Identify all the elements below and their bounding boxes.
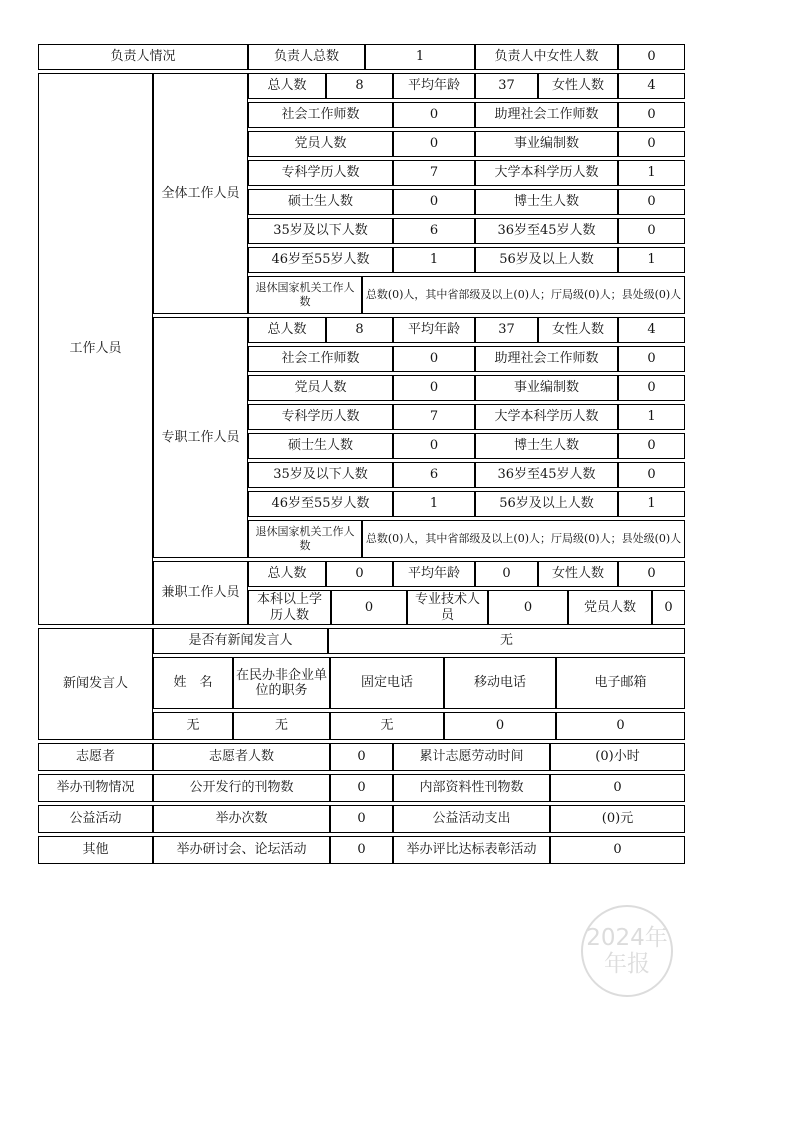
label-cell: 专科学历人数 — [248, 404, 393, 430]
value-cell: 0 — [393, 189, 475, 215]
value-cell: 8 — [326, 73, 393, 99]
watermark-year: 2024年 — [586, 924, 668, 951]
section-label: 公益活动 — [38, 805, 153, 833]
value-cell: 0 — [393, 375, 475, 401]
label-cell: 党员人数 — [248, 375, 393, 401]
value-cell: 0 — [618, 44, 685, 70]
retired-officials-row — [248, 276, 685, 314]
spokesperson-header-row — [153, 657, 685, 709]
charity-row — [38, 805, 685, 833]
label-cell: 党员人数 — [248, 131, 393, 157]
label-cell: 35岁及以下人数 — [248, 218, 393, 244]
value-cell: 6 — [393, 462, 475, 488]
label-cell: 退休国家机关工作人数 — [248, 520, 362, 558]
label-cell: 是否有新闻发言人 — [153, 628, 328, 654]
label-cell: 退休国家机关工作人数 — [248, 276, 362, 314]
publications-row — [38, 774, 685, 802]
column-header: 移动电话 — [444, 657, 556, 709]
value-cell: 0 — [618, 561, 685, 587]
other-row — [38, 836, 685, 864]
label-cell: 36岁至45岁人数 — [475, 462, 618, 488]
value-cell: (0)元 — [550, 805, 685, 833]
value-cell: 0 — [330, 805, 393, 833]
section-label: 其他 — [38, 836, 153, 864]
label-cell: 本科以上学历人数 — [248, 590, 331, 625]
label-cell: 总人数 — [248, 73, 326, 99]
spokesperson-block — [38, 628, 685, 740]
value-cell: 1 — [618, 247, 685, 273]
value-cell: 0 — [618, 189, 685, 215]
table-row — [248, 491, 685, 517]
value-cell: 0 — [618, 346, 685, 372]
value-cell: 1 — [393, 491, 475, 517]
value-cell: (0)小时 — [550, 743, 685, 771]
value-cell: 0 — [618, 131, 685, 157]
section-label: 举办刊物情况 — [38, 774, 153, 802]
table-row — [248, 561, 685, 587]
value-cell: 0 — [618, 375, 685, 401]
value-cell: 0 — [393, 102, 475, 128]
spokesperson-question-row — [153, 628, 685, 654]
table-row — [248, 590, 685, 625]
value-cell: 0 — [331, 590, 407, 625]
value-cell: 总数(0)人，其中省部级及以上(0)人；厅局级(0)人；县处级(0)人 — [362, 276, 685, 314]
label-cell: 内部资料性刊物数 — [393, 774, 550, 802]
value-cell: 0 — [444, 712, 556, 740]
value-cell: 0 — [330, 743, 393, 771]
value-cell: 0 — [618, 218, 685, 244]
value-cell: 4 — [618, 317, 685, 343]
value-cell: 无 — [330, 712, 444, 740]
staff-group-fulltime — [153, 317, 685, 558]
value-cell: 0 — [618, 462, 685, 488]
section-label: 新闻发言人 — [38, 628, 153, 740]
label-cell: 举办研讨会、论坛活动 — [153, 836, 330, 864]
value-cell: 0 — [326, 561, 393, 587]
label-cell: 举办评比达标表彰活动 — [393, 836, 550, 864]
label-cell: 总人数 — [248, 561, 326, 587]
staff-group-parttime — [153, 561, 685, 625]
label-cell: 平均年龄 — [393, 561, 475, 587]
label-cell: 党员人数 — [568, 590, 652, 625]
label-cell: 负责人中女性人数 — [475, 44, 618, 70]
column-header: 在民办非企业单位的职务 — [233, 657, 330, 709]
value-cell: 6 — [393, 218, 475, 244]
label-cell: 事业编制数 — [475, 131, 618, 157]
value-cell: 1 — [393, 247, 475, 273]
table-row — [248, 189, 685, 215]
label-cell: 46岁至55岁人数 — [248, 247, 393, 273]
label-cell: 总人数 — [248, 317, 326, 343]
table-row — [248, 404, 685, 430]
value-cell: 1 — [618, 404, 685, 430]
table-row — [248, 160, 685, 186]
table-row — [248, 317, 685, 343]
value-cell: 0 — [475, 561, 538, 587]
value-cell: 0 — [556, 712, 685, 740]
value-cell: 0 — [393, 433, 475, 459]
value-cell: 0 — [330, 836, 393, 864]
table-row — [248, 131, 685, 157]
column-header: 电子邮箱 — [556, 657, 685, 709]
value-cell: 无 — [233, 712, 330, 740]
label-cell: 硕士生人数 — [248, 433, 393, 459]
staff-group-all — [153, 73, 685, 314]
value-cell: 0 — [550, 774, 685, 802]
column-header: 姓 名 — [153, 657, 233, 709]
table-row — [248, 247, 685, 273]
label-cell: 硕士生人数 — [248, 189, 393, 215]
label-cell: 56岁及以上人数 — [475, 247, 618, 273]
value-cell: 0 — [618, 433, 685, 459]
value-cell: 0 — [393, 346, 475, 372]
value-cell: 7 — [393, 404, 475, 430]
section-label: 工作人员 — [38, 73, 153, 625]
column-header: 固定电话 — [330, 657, 444, 709]
leader-row — [38, 44, 685, 70]
value-cell: 1 — [618, 160, 685, 186]
label-cell: 专业技术人员 — [407, 590, 488, 625]
label-cell: 志愿者人数 — [153, 743, 330, 771]
label-cell: 博士生人数 — [475, 189, 618, 215]
section-label: 志愿者 — [38, 743, 153, 771]
group-label: 全体工作人员 — [153, 73, 248, 314]
table-row — [248, 433, 685, 459]
label-cell: 46岁至55岁人数 — [248, 491, 393, 517]
value-cell: 8 — [326, 317, 393, 343]
label-cell: 56岁及以上人数 — [475, 491, 618, 517]
label-cell: 负责人总数 — [248, 44, 365, 70]
section-label: 负责人情况 — [38, 44, 248, 70]
value-cell: 0 — [618, 102, 685, 128]
value-cell: 1 — [618, 491, 685, 517]
annual-report-watermark — [581, 905, 673, 997]
watermark-label: 年报 — [604, 951, 650, 977]
table-row — [248, 462, 685, 488]
label-cell: 女性人数 — [538, 561, 618, 587]
label-cell: 平均年龄 — [393, 317, 475, 343]
value-cell: 4 — [618, 73, 685, 99]
value-cell: 无 — [328, 628, 685, 654]
volunteers-row — [38, 743, 685, 771]
table-row — [248, 102, 685, 128]
label-cell: 公开发行的刊物数 — [153, 774, 330, 802]
label-cell: 累计志愿劳动时间 — [393, 743, 550, 771]
table-row — [248, 346, 685, 372]
value-cell: 0 — [393, 131, 475, 157]
label-cell: 社会工作师数 — [248, 346, 393, 372]
label-cell: 女性人数 — [538, 73, 618, 99]
value-cell: 总数(0)人，其中省部级及以上(0)人；厅局级(0)人；县处级(0)人 — [362, 520, 685, 558]
value-cell: 0 — [488, 590, 568, 625]
value-cell: 37 — [475, 317, 538, 343]
group-label: 兼职工作人员 — [153, 561, 248, 625]
table-row — [248, 375, 685, 401]
value-cell: 0 — [330, 774, 393, 802]
label-cell: 博士生人数 — [475, 433, 618, 459]
table-row — [248, 73, 685, 99]
spokesperson-values-row — [153, 712, 685, 740]
value-cell: 37 — [475, 73, 538, 99]
label-cell: 专科学历人数 — [248, 160, 393, 186]
label-cell: 社会工作师数 — [248, 102, 393, 128]
value-cell: 无 — [153, 712, 233, 740]
label-cell: 公益活动支出 — [393, 805, 550, 833]
annual-report-table — [38, 44, 685, 864]
label-cell: 女性人数 — [538, 317, 618, 343]
value-cell: 1 — [365, 44, 475, 70]
label-cell: 助理社会工作师数 — [475, 102, 618, 128]
table-row — [248, 218, 685, 244]
value-cell: 0 — [550, 836, 685, 864]
label-cell: 助理社会工作师数 — [475, 346, 618, 372]
label-cell: 举办次数 — [153, 805, 330, 833]
retired-officials-row — [248, 520, 685, 558]
label-cell: 平均年龄 — [393, 73, 475, 99]
staff-groups — [153, 73, 685, 625]
label-cell: 大学本科学历人数 — [475, 160, 618, 186]
label-cell: 36岁至45岁人数 — [475, 218, 618, 244]
label-cell: 大学本科学历人数 — [475, 404, 618, 430]
value-cell: 7 — [393, 160, 475, 186]
label-cell: 事业编制数 — [475, 375, 618, 401]
label-cell: 35岁及以下人数 — [248, 462, 393, 488]
staff-block — [38, 73, 685, 625]
group-label: 专职工作人员 — [153, 317, 248, 558]
value-cell: 0 — [652, 590, 685, 625]
